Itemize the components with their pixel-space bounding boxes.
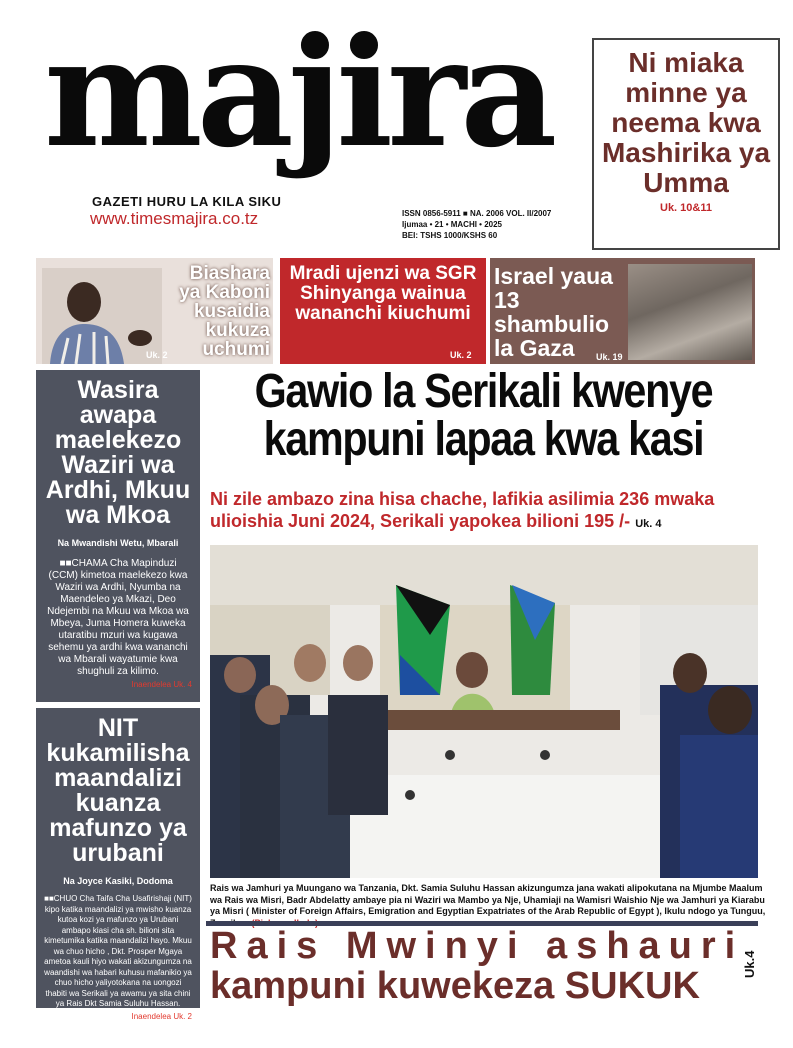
sidebar-byline: Na Mwandishi Wetu, Mbarali xyxy=(57,538,179,548)
bottom-page-ref: Uk.4 xyxy=(742,950,757,978)
teaser-kaboni[interactable] xyxy=(36,258,273,364)
promo-text: Ni miaka minne ya neema kwa Mashirika ya Umma xyxy=(601,47,771,198)
teaser-title: Biashara ya Kaboni kusaidia kukuza uchumi xyxy=(179,263,270,360)
bottom-headline[interactable] xyxy=(210,926,750,1006)
teaser-page: Uk. 19 xyxy=(596,352,623,362)
sidebar-body: ■■CHUO Cha Taifa Cha Usafirishaji (NIT) kipo katika maandalizi ya mwisho kuanza kutoa kozi ya mafunzo ya Urubani ambapo kiasi cha sh. bilioni sita kimetumika katika maandalizi hayo. Mkuu wa chuo hicho , Dkt. Prosper Mgaya ametoa kauli hiyo wakati akizungumza na waandishi wa habari kuhusu mafanikio ya chuo hicho yaliyotokana na uongozi thabiti wa Serikali ya awamu ya sita chini ya Rais Dkt Samia Suluhu Hassan. xyxy=(44,894,192,1008)
lead-subhead-page: Uk. 4 xyxy=(635,518,662,530)
issue-info xyxy=(402,208,551,241)
teaser-sgr[interactable] xyxy=(280,258,486,364)
lead-subhead xyxy=(210,488,770,535)
teaser-title: Mradi ujenzi wa SGR Shinyanga wainua wananchi kiuchumi xyxy=(289,263,477,324)
sidebar-headline: Wasira awapa maelekezo Waziri wa Ardhi, Mkuu wa Mkoa xyxy=(45,376,191,529)
sidebar-story-nit[interactable] xyxy=(36,708,200,1021)
newspaper-logo: majira xyxy=(44,5,552,181)
promo-box[interactable] xyxy=(592,38,780,250)
sidebar-headline: NIT kukamilisha maandalizi kuanza mafunzo ya urubani xyxy=(46,714,190,867)
lead-headline-line1: Gawio la Serikali kwenye xyxy=(254,365,713,418)
teaser-gaza[interactable] xyxy=(490,258,755,364)
bottom-headline-line2: kampuni kuwekeza SUKUK xyxy=(210,965,700,1007)
promo-page: Uk. 10&11 xyxy=(660,202,712,214)
continued-link[interactable]: Inaendelea Uk. 4 xyxy=(131,680,192,689)
tagline: GAZETI HURU LA KILA SIKU xyxy=(92,194,282,209)
caption-text: Rais wa Jamhuri ya Muungano wa Tanzania, Dkt. Samia Suluhu Hassan akizungumza jana wakati alipokutana na Mjumbe Maalum wa Rais wa Misri, Badr Abdelatty ambaye pia ni Waziri wa Mambo ya Nje, Uhamiaji na Wamisri Waishio Nje wa Jamhuri ya Kiarabu ya Misri ( Minister of Foreign Affairs, Emigration and Egyptian Expatriates of the Arab Republic of Egypt ), Ikulu ndogo ya Tunguu, xyxy=(210,883,766,916)
rubble-photo xyxy=(628,264,752,360)
lead-headline[interactable] xyxy=(210,365,757,466)
bottom-headline-line1: Rais Mwinyi ashauri xyxy=(210,925,745,967)
website-link[interactable]: www.timesmajira.co.tz xyxy=(90,209,259,228)
issue-date: Ijumaa • 21 • MACHI • 2025 xyxy=(402,220,502,229)
issue-number: ISSN 0856-5911 ■ NA. 2006 VOL. II/2007 xyxy=(402,209,552,218)
sidebar-byline: Na Joyce Kasiki, Dodoma xyxy=(63,876,173,886)
lead-headline-line2: kampuni lapaa kwa kasi xyxy=(263,413,704,466)
lead-photo xyxy=(210,545,758,878)
teaser-page: Uk. 2 xyxy=(146,350,168,360)
speaker-photo xyxy=(42,268,162,364)
teaser-page: Uk. 2 xyxy=(450,350,472,360)
issue-price: BEI: TSHS 1000/KSHS 60 xyxy=(402,231,498,240)
sidebar-story-wasira[interactable] xyxy=(36,370,200,702)
sidebar-body: ■■CHAMA Cha Mapinduzi (CCM) kimetoa maelekezo kwa Waziri wa Ardhi, Nyumba na Maendeleo ya Mkazi, Deo Ndejembi na Mkuu wa Mkoa wa Mbeya, Juma Homera kuweka utaratibu mzuri wa kugawa sehemu ya ardhi kwa wananchi wa Mbarali wayatumie kwa shughuli za kilimo. xyxy=(47,558,189,677)
lead-subhead-text: Ni zile ambazo zina hisa chache, lafikia asilimia 236 mwaka ulioishia Juni 2024, Serikali yapokea bilioni 195 /- xyxy=(210,489,715,531)
continued-link[interactable]: Inaendelea Uk. 2 xyxy=(131,1011,192,1021)
teaser-title: Israel yaua 13 shambulio la Gaza xyxy=(494,263,613,361)
